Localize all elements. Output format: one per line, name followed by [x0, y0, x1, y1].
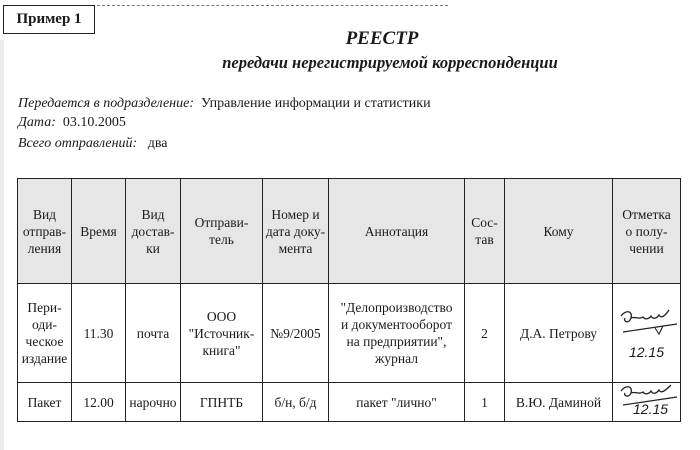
document-subtitle: передачи нерегистрируемой корреспонденции: [222, 53, 558, 72]
top-divider: [97, 5, 448, 6]
cell-annotation: пакет "лично": [329, 383, 465, 422]
cell-doc-number: б/н, б/д: [263, 383, 329, 422]
table-row: [18, 383, 681, 422]
cell-receipt: [613, 383, 681, 422]
receipt-time: 12.15: [628, 343, 665, 360]
cell-count: 2: [465, 284, 505, 383]
cell-type: Пери- оди- ческое издание: [18, 284, 72, 383]
cell-recipient: Д.А. Петрову: [505, 284, 613, 383]
registry-table: [17, 178, 681, 422]
cell-time: 12.00: [72, 383, 126, 422]
col-header-receipt: Отметка о полу- чении: [613, 179, 681, 284]
cell-time: 11.30: [72, 284, 126, 383]
table-header-row: [18, 179, 681, 284]
col-header-recipient: Кому: [505, 179, 613, 284]
col-header-type: Вид отправ- ления: [18, 179, 72, 284]
cell-sender: ООО "Источник- книга": [181, 284, 263, 383]
meta-department: [18, 94, 431, 113]
document-title: РЕЕСТР: [345, 28, 419, 49]
col-header-sender: Отправи- тель: [181, 179, 263, 284]
cell-delivery: почта: [126, 284, 181, 383]
receipt-time: 12.15: [633, 401, 669, 417]
cell-recipient: В.Ю. Даминой: [505, 383, 613, 422]
cell-sender: ГПНТБ: [181, 383, 263, 422]
cell-annotation: "Делопроизводство и документооборот на предприятии", журнал: [329, 284, 465, 383]
signature-icon: [613, 306, 680, 344]
cell-receipt: [613, 284, 681, 383]
total-label: Всего отправлений:: [18, 136, 138, 151]
col-header-time: Время: [72, 179, 126, 284]
col-header-count: Сос- тав: [465, 179, 505, 284]
table-row: [18, 284, 681, 383]
col-header-annotation: Аннотация: [329, 179, 465, 284]
department-value: Управление информации и статистики: [201, 96, 431, 111]
department-label: Передается в подразделение:: [18, 96, 194, 111]
col-header-delivery: Вид достав- ки: [126, 179, 181, 284]
date-value: 03.10.2005: [62, 115, 126, 130]
col-header-doc-number: Номер и дата доку- мента: [263, 179, 329, 284]
cell-doc-number: №9/2005: [263, 284, 329, 383]
cell-type: Пакет: [18, 383, 72, 422]
date-label: Дата:: [18, 115, 56, 130]
meta-total: [18, 134, 167, 153]
cell-count: 1: [465, 383, 505, 422]
cell-delivery: нарочно: [126, 383, 181, 422]
example-label: Пример 1: [3, 5, 95, 34]
meta-date: [18, 113, 126, 132]
total-value: два: [147, 136, 168, 151]
page-edge-shade: [0, 40, 4, 450]
